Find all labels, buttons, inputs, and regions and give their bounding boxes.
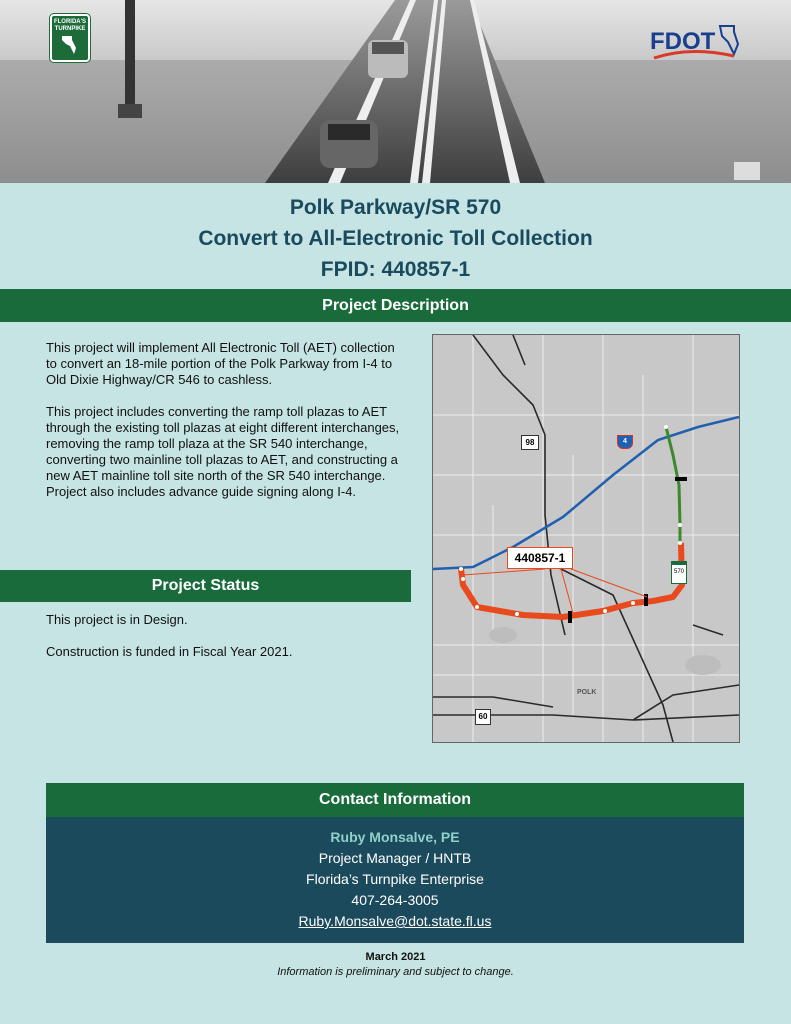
interstate-4-shield: 4 [617,435,633,449]
title-line-1: Polk Parkway/SR 570 [289,196,502,219]
us-98-shield: 98 [521,435,539,450]
contact-heading: Contact Information [46,783,744,817]
project-location-map [432,334,740,743]
contact-role: Project Manager / HNTB [318,850,472,866]
description-paragraph-2: This project includes converting the ramp toll plazas to AET through the existing toll plazas at eight different interchanges, removing the ramp toll plaza at the SR 540 interchange, converting two mainline toll plazas to AET, and constructing a new AET mainline toll site north of the SR 540 interchange. Project also includes advance guide signing along I-4. [46,404,400,499]
turnpike-logo [50,14,90,62]
contact-phone[interactable]: 407-264-3005 [351,892,439,908]
title-line-2: Convert to All-Electronic Toll Collection [198,227,593,250]
us-60-shield: 60 [475,709,491,725]
county-label: POLK [577,689,597,696]
project-status-heading: Project Status [0,570,411,602]
project-callout-box: 440857-1 [507,547,573,569]
fdot-logo-text: FDOT [650,28,716,55]
status-line-2: Construction is funded in Fiscal Year 2021. [46,644,293,659]
contact-org: Florida’s Turnpike Enterprise [306,871,484,887]
florida-shape-icon [60,34,80,56]
description-paragraph-1: This project will implement All Electronic Toll (AET) collection to convert an 18-mile portion of the Polk Parkway from I-4 to Old Dixie Highway/CR 546 to cashless. [46,340,395,387]
contact-panel [46,817,744,943]
turnpike-logo-text: FLORIDA'S TURNPIKE [53,19,87,32]
footer-disclaimer: Information is preliminary and subject to change. [277,966,514,978]
project-description-heading: Project Description [0,289,791,322]
footer-date: March 2021 [365,951,426,963]
sr-570-shield: 570 [671,561,687,584]
fdot-logo [650,22,740,62]
contact-name: Ruby Monsalve, PE [330,829,460,845]
status-line-1: This project is in Design. [46,612,188,627]
fdot-swoosh-icon [650,22,740,62]
title-line-3: FPID: 440857-1 [320,258,471,281]
contact-email-link[interactable]: Ruby.Monsalve@dot.state.fl.us [298,913,492,929]
